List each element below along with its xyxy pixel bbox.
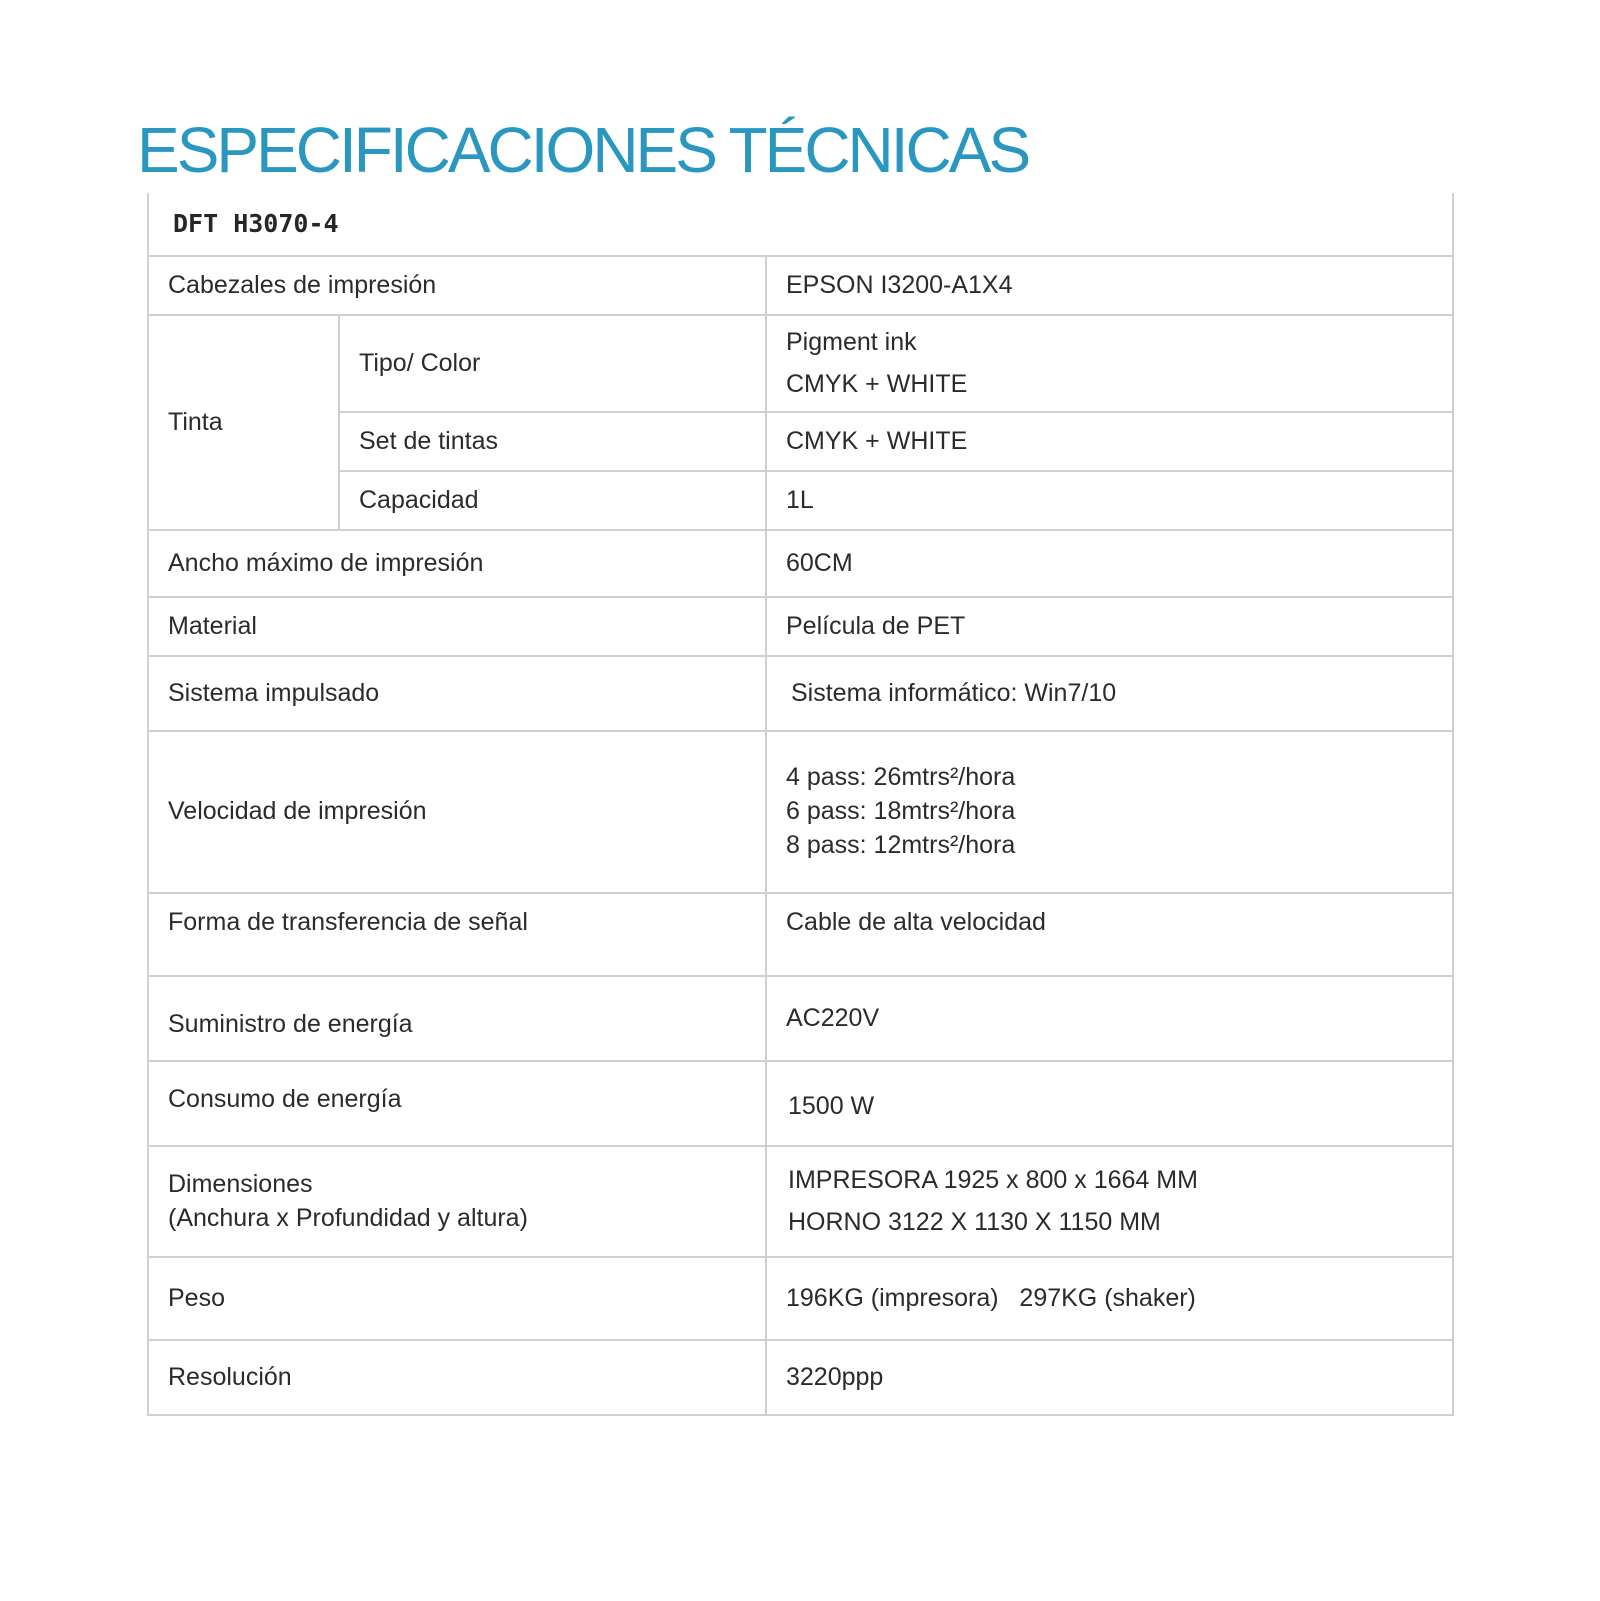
spec-sublabel: Tipo/ Color xyxy=(339,315,766,412)
value-line: 4 pass: 26mtrs²/hora xyxy=(786,763,1016,792)
table-row xyxy=(148,893,1453,976)
spec-value: Cable de alta velocidad xyxy=(766,893,1453,976)
value-line: 6 pass: 18mtrs²/hora xyxy=(786,797,1016,826)
table-row xyxy=(148,471,1453,530)
value-line: Pigment ink xyxy=(786,327,917,356)
spec-value: Película de PET xyxy=(766,597,1453,656)
spec-label: Ancho máximo de impresión xyxy=(148,530,766,597)
table-row xyxy=(148,256,1453,315)
spec-value: CMYK + WHITE xyxy=(766,412,1453,471)
table-row xyxy=(148,656,1453,731)
table-row xyxy=(148,1061,1453,1146)
table-row xyxy=(148,530,1453,597)
spec-value: Sistema informático: Win7/10 xyxy=(766,656,1453,731)
model-row xyxy=(148,193,1453,256)
label-line: (Anchura x Profundidad y altura) xyxy=(168,1203,528,1232)
table-row xyxy=(148,1146,1453,1257)
spec-table xyxy=(147,193,1454,1416)
table-row xyxy=(148,1340,1453,1415)
label-line: Dimensiones xyxy=(168,1169,313,1198)
spec-label: Peso xyxy=(148,1257,766,1340)
spec-label: Consumo de energía xyxy=(148,1061,766,1146)
spec-value xyxy=(766,731,1453,893)
table-row xyxy=(148,597,1453,656)
spec-label: Material xyxy=(148,597,766,656)
model-name: DFT H3070-4 xyxy=(148,193,1453,256)
table-row xyxy=(148,731,1453,893)
spec-value xyxy=(766,315,1453,412)
table-row xyxy=(148,412,1453,471)
table-row xyxy=(148,315,1453,412)
spec-label: Cabezales de impresión xyxy=(148,256,766,315)
spec-value: 60CM xyxy=(766,530,1453,597)
value-line: HORNO 3122 X 1130 X 1150 MM xyxy=(788,1207,1161,1236)
spec-label xyxy=(148,1146,766,1257)
spec-label: Velocidad de impresión xyxy=(148,731,766,893)
spec-label: Resolución xyxy=(148,1340,766,1415)
spec-label: Suministro de energía xyxy=(148,976,766,1061)
spec-value xyxy=(766,1146,1453,1257)
spec-sublabel: Set de tintas xyxy=(339,412,766,471)
spec-sublabel: Capacidad xyxy=(339,471,766,530)
spec-value: 196KG (impresora) 297KG (shaker) xyxy=(766,1257,1453,1340)
spec-label: Sistema impulsado xyxy=(148,656,766,731)
value-line: IMPRESORA 1925 x 800 x 1664 MM xyxy=(788,1165,1198,1194)
value-line: CMYK + WHITE xyxy=(786,369,968,398)
spec-value: AC220V xyxy=(766,976,1453,1061)
table-row xyxy=(148,1257,1453,1340)
spec-value: 1L xyxy=(766,471,1453,530)
spec-value: 3220ppp xyxy=(766,1340,1453,1415)
spec-value: 1500 W xyxy=(766,1061,1453,1146)
spec-label: Forma de transferencia de señal xyxy=(148,893,766,976)
table-row xyxy=(148,976,1453,1061)
value-line: 8 pass: 12mtrs²/hora xyxy=(786,830,1016,859)
spec-value: EPSON I3200-A1X4 xyxy=(766,256,1453,315)
spec-label-tinta: Tinta xyxy=(148,315,339,530)
page-title: ESPECIFICACIONES TÉCNICAS xyxy=(137,114,1029,186)
